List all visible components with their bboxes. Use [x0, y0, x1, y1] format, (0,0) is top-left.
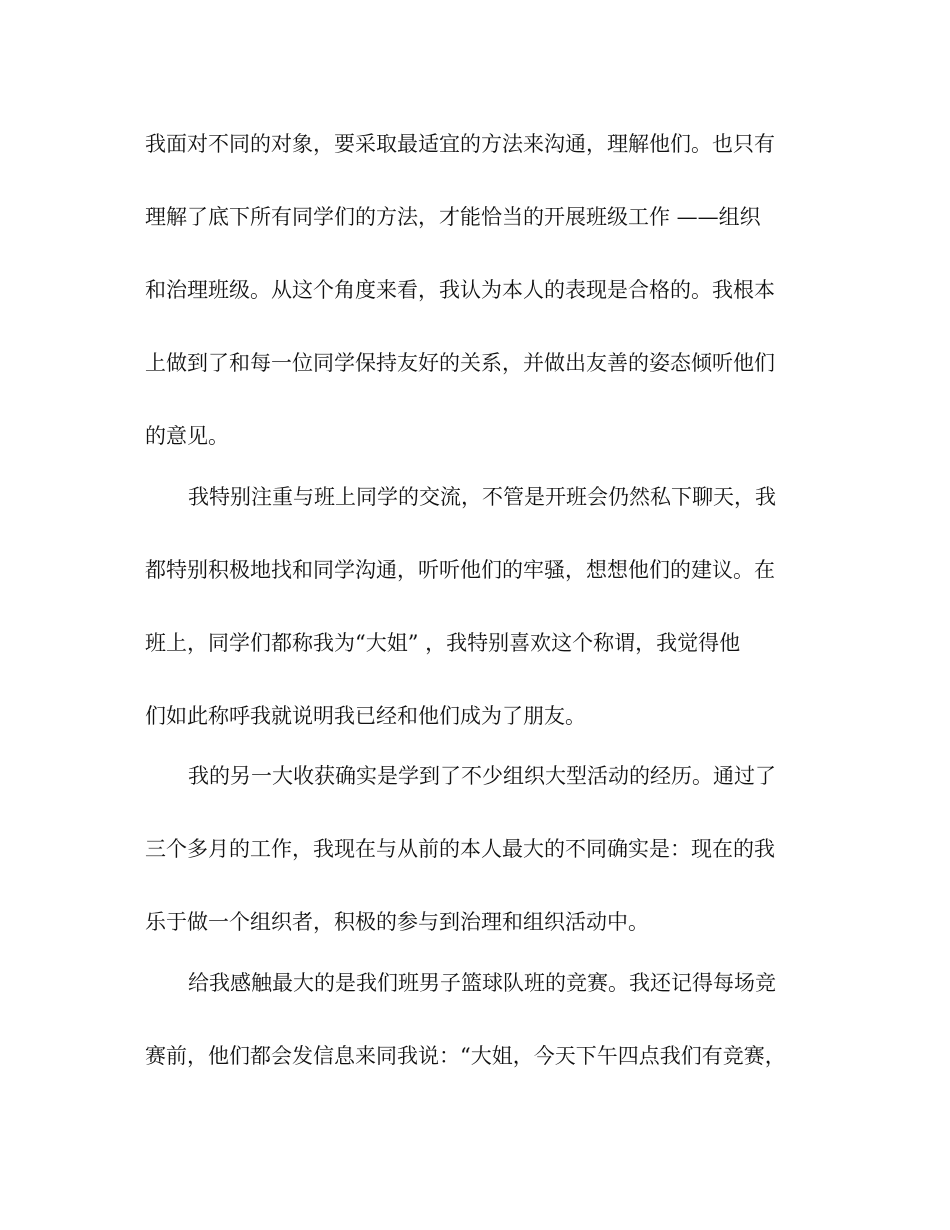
text-line: 班上，同学们都称我为“大姐” ，我特别喜欢这个称谓，我觉得他 — [145, 631, 741, 655]
text-line: 理解了底下所有同学们的方法，才能恰当的开展班级工作 ——组织 — [145, 205, 761, 229]
text-line: 赛前，他们都会发信息来同我说：“大姐，今天下午四点我们有竞赛， — [145, 1044, 786, 1068]
paragraph-first-line: 给我感触最大的是我们班男子篮球队班的竞赛。我还记得每场竞 — [188, 971, 776, 995]
text-line: 上做到了和每一位同学保持友好的关系，并做出友善的姿态倾听他们 — [145, 351, 775, 375]
text-line: 乐于做一个组织者，积极的参与到治理和组织活动中。 — [145, 910, 649, 934]
text-line: 的意见。 — [145, 424, 229, 448]
paragraph-first-line: 我的另一大收获确实是学到了不少组织大型活动的经历。通过了 — [188, 764, 776, 788]
text-line: 和治理班级。从这个角度来看，我认为本人的表现是合格的。我根本 — [145, 278, 775, 302]
paragraph-first-line: 我特别注重与班上同学的交流，不管是开班会仍然私下聊天，我 — [188, 485, 776, 509]
text-line: 三个多月的工作，我现在与从前的本人最大的不同确实是：现在的我 — [145, 837, 775, 861]
text-line: 我面对不同的对象，要采取最适宜的方法来沟通，理解他们。也只有 — [145, 132, 775, 156]
text-line: 们如此称呼我就说明我已经和他们成为了朋友。 — [145, 704, 586, 728]
text-line: 都特别积极地找和同学沟通，听听他们的牢骚，想想他们的建议。在 — [145, 558, 775, 582]
